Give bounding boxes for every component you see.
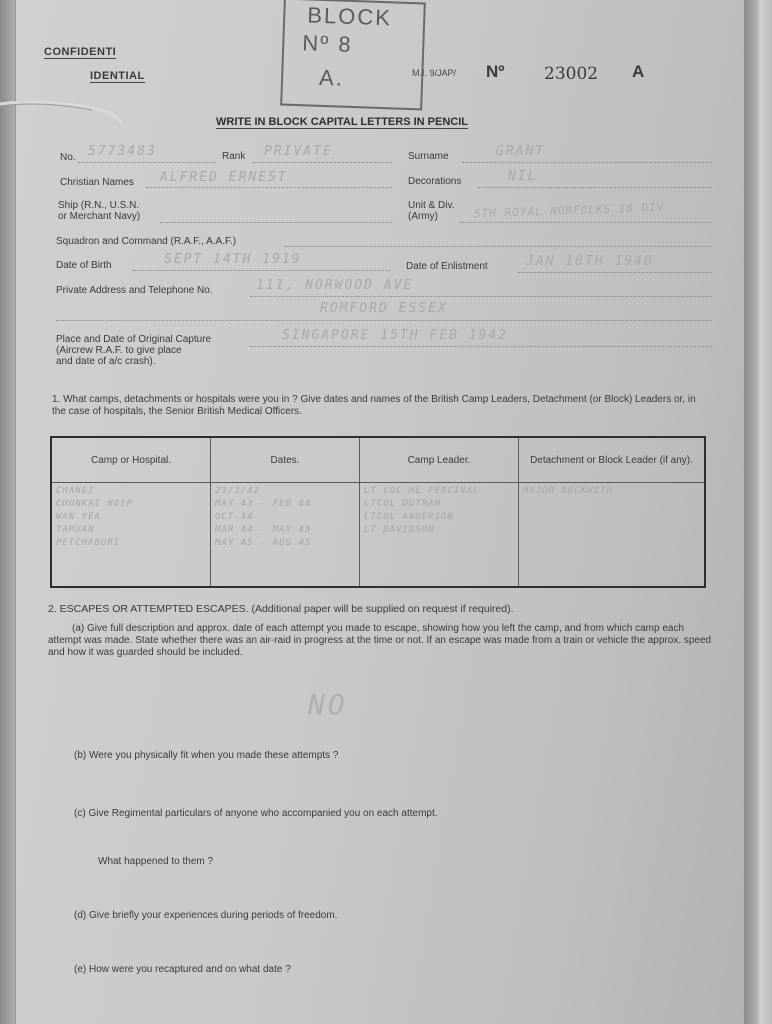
- dates-entry: MAY 43 - FEB 44: [215, 499, 312, 509]
- leader-entry: LT COL HE PERCIVAL: [364, 486, 480, 496]
- squadron-label: Squadron and Command (R.A.F., A.A.F.): [56, 236, 237, 247]
- date-of-birth-label: Date of Birth: [56, 260, 112, 271]
- string-tie-icon: [0, 94, 130, 134]
- enlistment-label: Date of Enlistment: [406, 261, 488, 272]
- section2-c-question: (c) Give Regimental particulars of anyone who accompanied you on each attempt.: [74, 808, 438, 819]
- camps-table: [50, 436, 706, 588]
- stamp-block: BLOCK: [306, 2, 393, 31]
- camp-entry: PETCHABURI: [56, 538, 121, 548]
- col-dates: Dates.: [211, 437, 360, 483]
- instruction-heading: WRITE IN BLOCK CAPITAL LETTERS IN PENCIL: [216, 116, 468, 128]
- stamp-letter: A.: [318, 64, 345, 91]
- unit-label-line2: (Army): [408, 211, 438, 222]
- unit-value: 5TH ROYAL NORFOLKS 18 DIV: [473, 200, 665, 221]
- ship-label-line1: Ship (R.N., U.S.N.: [58, 200, 140, 211]
- detachment-leader-cell: [519, 483, 706, 588]
- camp-entry: CHANGI: [56, 486, 95, 496]
- block-stamp: [280, 0, 426, 110]
- capture-value: SINGAPORE 15TH FEB 1942: [282, 328, 509, 343]
- section2-a-answer: NO: [308, 688, 348, 721]
- camp-entry: CHUNKAI HOSP: [56, 499, 134, 509]
- col-camp-leader: Camp Leader.: [360, 437, 519, 483]
- capture-label-line2: (Aircrew R.A.F. to give place: [56, 345, 182, 356]
- enlistment-value: JAN 18TH 1940: [526, 254, 654, 269]
- dates-entry: 23/3/42: [215, 486, 260, 496]
- number-label: Nº: [486, 62, 505, 81]
- detachment-entry: MAJOR BECKWITH: [523, 486, 613, 496]
- rank-value: PRIVATE: [264, 144, 333, 159]
- dates-entry: MAR 44 - MAY 45: [215, 525, 312, 535]
- dates-entry: OCT 44: [215, 512, 254, 522]
- leader-entry: LT DAVIDSON: [364, 525, 435, 535]
- col-detachment-leader: Detachment or Block Leader (if any).: [519, 437, 706, 483]
- no-value: 5773483: [88, 144, 157, 159]
- christian-names-value: ALFRED ERNEST: [160, 170, 288, 185]
- surname-value: GRANT: [496, 144, 546, 159]
- capture-label-line1: Place and Date of Original Capture: [56, 334, 212, 345]
- section2-b-question: (b) Were you physically fit when you made these attempts ?: [74, 750, 339, 761]
- ship-label-line2: or Merchant Navy): [58, 211, 141, 222]
- dates-entry: MAY 45 - AUG 45: [215, 538, 312, 548]
- camp-cell: [51, 483, 211, 588]
- section2-e-question: (e) How were you recaptured and on what date ?: [74, 964, 291, 975]
- capture-label-line3: and date of a/c crash).: [56, 356, 156, 367]
- form-suffix: A: [632, 62, 645, 81]
- section2-d-question: (d) Give briefly your experiences during periods of freedom.: [74, 910, 338, 921]
- dates-cell: [211, 483, 360, 588]
- form-number: 23002: [544, 64, 599, 84]
- decorations-value: NIL: [508, 169, 538, 184]
- stacked-pages-edge: [744, 0, 772, 1024]
- section2-c-sub-question: What happened to them ?: [98, 856, 214, 867]
- decorations-label: Decorations: [408, 176, 462, 187]
- leader-entry: LTCOL ANDERSON: [364, 512, 454, 522]
- col-camp: Camp or Hospital.: [51, 437, 211, 483]
- christian-names-label: Christian Names: [60, 177, 134, 188]
- camp-entry: WAN YEA: [56, 512, 101, 522]
- stamp-number: Nº 8: [301, 30, 354, 57]
- form-reference: M.I. 9/JAP/: [412, 68, 457, 78]
- camp-leader-cell: [360, 483, 519, 588]
- camp-entry: TAMUAN: [56, 525, 95, 535]
- confidential-label-2: IDENTIAL: [90, 70, 145, 82]
- address-line1: 111, NORWOOD AVE: [256, 278, 414, 293]
- unit-label-line1: Unit & Div.: [408, 200, 455, 211]
- table-body-row: [51, 483, 705, 588]
- ship-label: [58, 200, 140, 222]
- unit-label: [408, 200, 455, 222]
- section2-a-question: (a) Give full description and approx. date of each attempt you made to escape, showing how you left the camp, and from which camp each attempt was made. State whether there was an air-raid in progress at the time or not. If an escape was made from a train or vehicle the approx. speed and how it was guarded should be included.: [48, 623, 712, 658]
- confidential-label: CONFIDENTI: [44, 46, 117, 58]
- date-of-birth-value: SEPT 14TH 1919: [164, 252, 302, 267]
- section1-question: 1. What camps, detachments or hospitals were you in ? Give dates and names of the British Camp Leaders, Detachment (or Block) Leaders or, in the case of hospitals, the Senior British Medical Officers.: [52, 394, 696, 417]
- section2-heading: 2. ESCAPES OR ATTEMPTED ESCAPES. (Additional paper will be supplied on request if required).: [48, 603, 514, 615]
- page-shadow-left: [0, 0, 16, 1024]
- leader-entry: LTCOL OUTRAM: [364, 499, 442, 509]
- address-label: Private Address and Telephone No.: [56, 285, 213, 296]
- rank-label: Rank: [222, 151, 246, 162]
- address-line2: ROMFORD ESSEX: [320, 301, 448, 316]
- surname-label: Surname: [408, 151, 449, 162]
- no-label: No.: [60, 152, 76, 163]
- capture-label: [56, 334, 211, 367]
